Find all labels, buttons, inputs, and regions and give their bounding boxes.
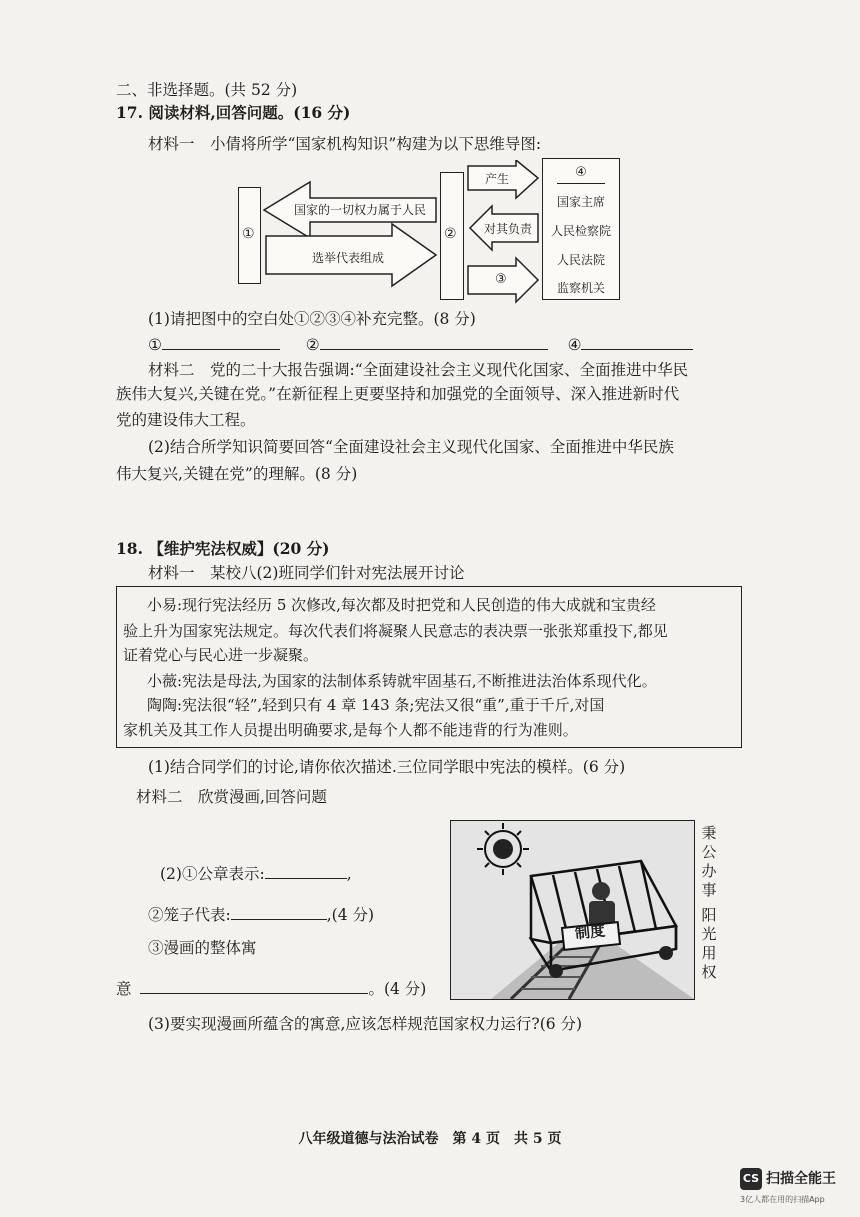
question-17-stem: 17. 阅读材料,回答问题。(16 分) xyxy=(116,103,351,122)
answer-blank-meaning[interactable] xyxy=(140,977,368,994)
answer-blank-4[interactable] xyxy=(581,333,693,350)
diagram-box-organs xyxy=(542,158,620,300)
q18-sub-2-a-end: , xyxy=(346,865,352,883)
discussion-line-1: 小易:现行宪法经历 5 次修改,每次都及时把党和人民创造的伟大成就和宝贵经 xyxy=(147,596,656,614)
blank-4-label: ④ xyxy=(567,336,582,354)
answer-blank-2[interactable] xyxy=(320,333,548,350)
arrow-responsible-label: 对其负责 xyxy=(484,222,533,236)
q18-sub-2-b xyxy=(148,903,374,925)
organ-item-4: ④ xyxy=(575,165,587,180)
diagram-box-2-label: ② xyxy=(444,226,457,242)
q17-answer-blanks xyxy=(148,333,693,355)
wheel-icon xyxy=(659,946,673,960)
q17-material-2-line-1: 材料二 党的二十大报告强调:“全面建设社会主义现代化国家、全面推进中华民 xyxy=(148,361,689,379)
discussion-line-2: 验上升为国家宪法规定。每次代表们将凝聚人民意志的表决票一张张郑重投下,都见 xyxy=(123,622,668,640)
q18-sub-2-b-text: ②笼子代表: xyxy=(148,906,231,924)
cartoon-drawing xyxy=(451,821,694,999)
q17-material-2-line-3: 党的建设伟大工程。 xyxy=(116,411,256,429)
wheel-icon xyxy=(549,964,563,978)
arrow-power-label: 国家的一切权力属于人民 xyxy=(294,203,427,217)
discussion-line-5: 陶陶:宪法很“轻”,轻到只有 4 章 143 条;宪法又很“重”,重于千斤,对国 xyxy=(147,696,605,714)
watermark-slogan: 3亿人都在用的扫描App xyxy=(740,1195,825,1204)
q18-sub-2-c-line xyxy=(116,977,426,999)
q18-material-2: 材料二 欣赏漫画,回答问题 xyxy=(136,788,327,806)
q18-sub-2-a-text: (2)①公章表示: xyxy=(160,865,265,883)
q18-sub-2-c: ③漫画的整体寓 xyxy=(148,939,257,957)
q18-sub-2-a xyxy=(160,862,352,884)
q18-sub-2-c-end: 。(4 分) xyxy=(368,980,427,998)
q18-sub-3: (3)要实现漫画所蕴含的寓意,应该怎样规范国家权力运行?(6 分) xyxy=(148,1015,583,1033)
diagram-box-1-label: ① xyxy=(242,226,255,242)
watermark-name: 扫描全能王 xyxy=(766,1171,836,1187)
organ-item-court: 人民法院 xyxy=(556,253,605,267)
answer-blank-1[interactable] xyxy=(162,333,280,350)
discussion-line-4: 小薇:宪法是母法,为国家的法制体系铸就牢固基石,不断推进法治体系现代化。 xyxy=(147,672,657,690)
q17-sub-2-line-1: (2)结合所学知识简要回答“全面建设社会主义现代化国家、全面推进中华民族 xyxy=(148,438,674,456)
cartoon-caption-right: 秉公办事 xyxy=(701,824,717,899)
q17-material-2-line-2: 族伟大复兴,关键在党。”在新征程上更要坚持和加强党的全面领导、深入推进新时代 xyxy=(116,385,680,403)
organ-item-supervisory: 监察机关 xyxy=(556,281,605,295)
organ-item-president: 国家主席 xyxy=(556,195,605,209)
cs-logo-icon: CS xyxy=(740,1168,762,1190)
page-footer: 八年级道德与法治试卷 第 4 页 共 5 页 xyxy=(298,1131,562,1147)
organ-item-4-underline xyxy=(557,183,605,184)
arrow-three-label: ③ xyxy=(495,272,507,287)
discussion-box xyxy=(116,586,742,748)
cage-label: 制度 xyxy=(574,921,606,943)
discussion-line-6: 家机关及其工作人员提出明确要求,是每个人都不能违背的行为准则。 xyxy=(123,721,578,739)
q17-sub-1: (1)请把图中的空白处①②③④补充完整。(8 分) xyxy=(148,310,476,328)
arrow-produce-label: 产生 xyxy=(485,172,510,186)
blank-2-label: ② xyxy=(305,336,320,354)
q18-sub-2-c-word: 意 xyxy=(116,980,132,998)
diagram-arrows-left xyxy=(262,180,440,292)
answer-blank-cage[interactable] xyxy=(231,903,327,920)
q18-material-1: 材料一 某校八(2)班同学们针对宪法展开讨论 xyxy=(148,564,465,582)
question-18-stem: 18. 【维护宪法权威】(20 分) xyxy=(116,539,330,558)
organ-item-procuratorate: 人民检察院 xyxy=(550,224,611,238)
cartoon-illustration xyxy=(450,820,695,1000)
q17-material-1: 材料一 小倩将所学“国家机构知识”构建为以下思维导图: xyxy=(148,135,542,153)
section-title: 二、非选择题。(共 52 分) xyxy=(116,81,298,99)
q17-sub-2-line-2: 伟大复兴,关键在党”的理解。(8 分) xyxy=(116,465,358,483)
discussion-line-3: 证着党心与民心进一步凝聚。 xyxy=(123,646,319,664)
cartoon-caption-left: 阳光用权 xyxy=(701,906,717,981)
answer-blank-seal[interactable] xyxy=(265,862,347,879)
q18-sub-1: (1)结合同学们的讨论,请你依次描述.三位同学眼中宪法的模样。(6 分) xyxy=(148,758,626,776)
q18-sub-2-b-end: ,(4 分) xyxy=(326,906,375,924)
arrow-elect-label: 选举代表组成 xyxy=(312,251,385,265)
blank-1-label: ① xyxy=(148,336,162,354)
